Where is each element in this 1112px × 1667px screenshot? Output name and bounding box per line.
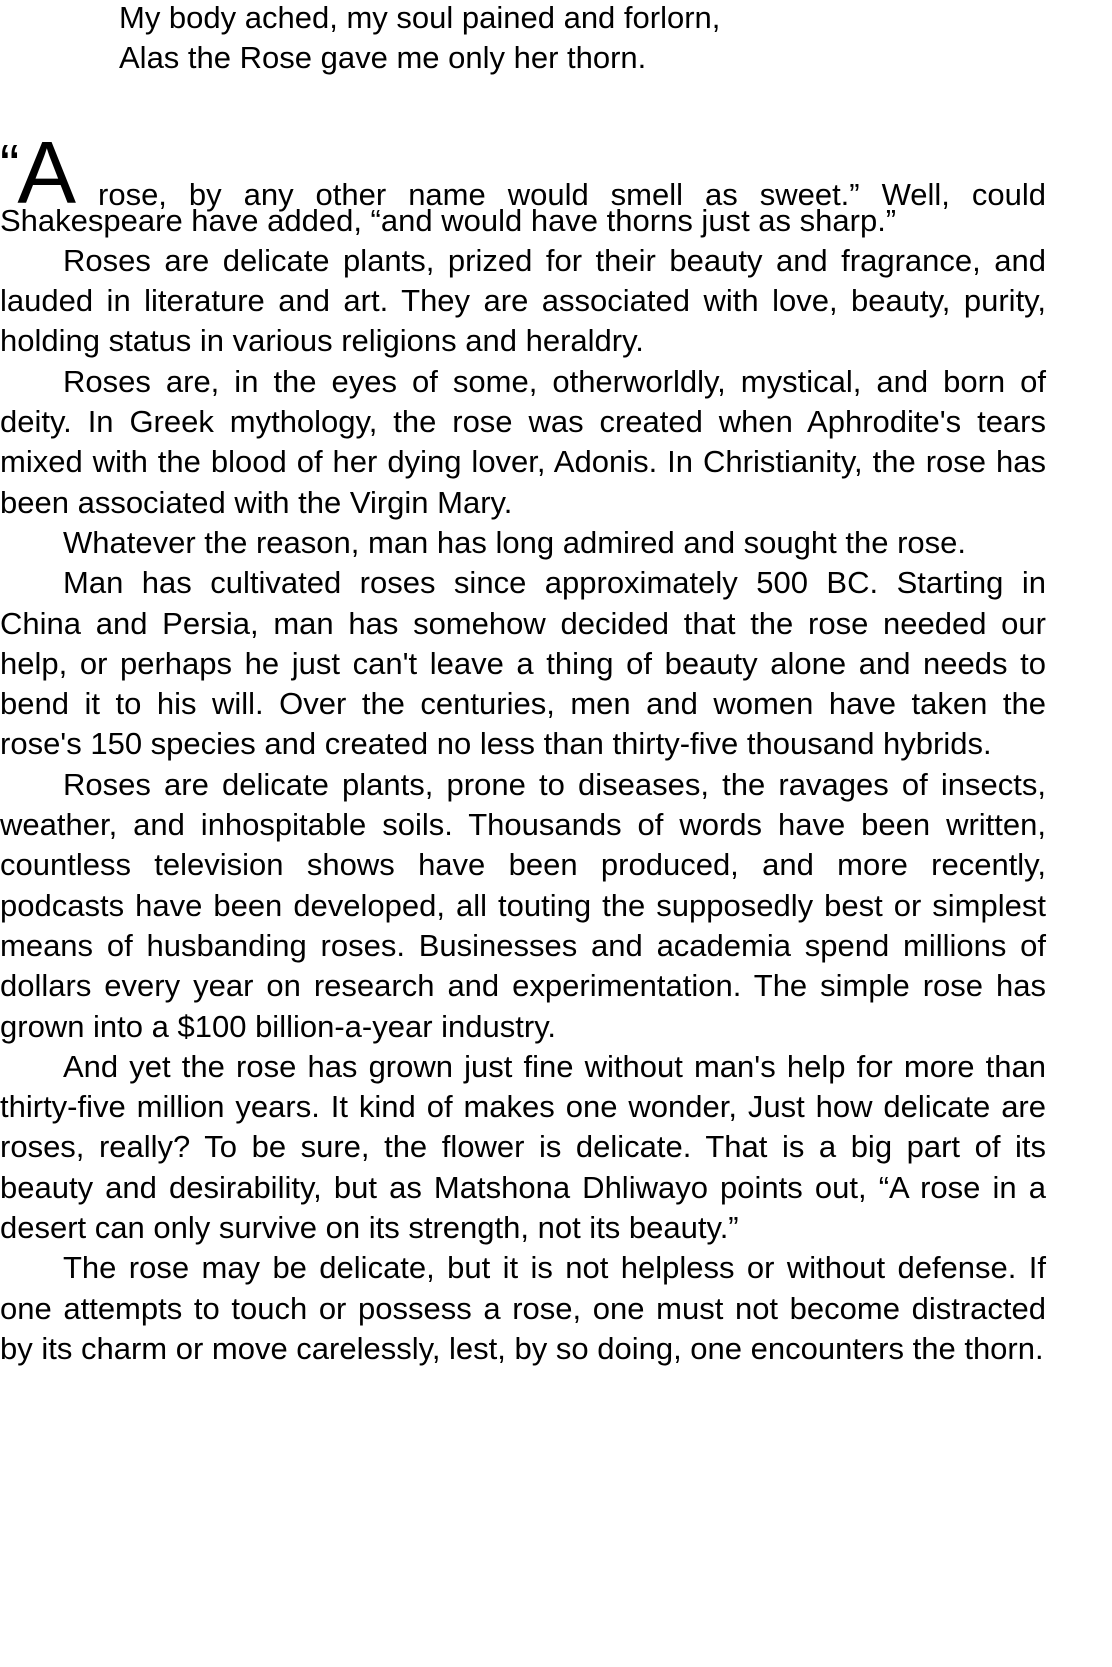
body-paragraph: The rose may be delicate, but it is not helpless or without defense. If one attempts to touch or possess a rose, one must not become distracted by its charm or move carelessly, lest, by so doing, one encounters the thorn.: [0, 1250, 1046, 1366]
body-paragraph: And yet the rose has grown just fine without man's help for more than thirty-five million years. It kind of makes one wonder, Just how delicate are roses, really? To be sure, the flower is delicate. That is a big part of its beauty and desirability, but as Matshona Dhliwayo points out, “A rose in a desert can only survive on its strength, not its beauty.”: [0, 1048, 1046, 1246]
opening-paragraph: [0, 122, 1046, 241]
opening-continuation: Shakespeare have added, “and would have thorns just as sharp.”: [0, 202, 897, 238]
body-paragraph: Roses are, in the eyes of some, otherworldly, mystical, and born of deity. In Greek mythology, the rose was created when Aphrodite's tears mixed with the blood of her dying lover, Adonis. In Christianity, the rose has been associated with the Virgin Mary.: [0, 363, 1046, 520]
body-paragraph: Roses are delicate plants, prized for their beauty and fragrance, and lauded in literature and art. They are associated with love, beauty, purity, holding status in various religions and heraldry.: [0, 242, 1046, 359]
epigraph-line: My body ached, my soul pained and forlorn,: [119, 0, 721, 35]
opening-first-line-text: rose, by any other name would smell as sweet.” Well, could: [76, 176, 1046, 212]
body-paragraph: Whatever the reason, man has long admired and sought the rose.: [63, 524, 966, 560]
epigraph: [0, 0, 1046, 79]
body-paragraph: Roses are delicate plants, prone to diseases, the ravages of insects, weather, and inhospitable soils. Thousands of words have been written, countless television shows have been produced, and more recently, podcasts have been developed, all touting the supposedly best or simplest means of husbanding roses. Businesses and academia spend millions of dollars every year on research and experimentation. The simple rose has grown into a $100 billion-a-year industry.: [0, 766, 1046, 1044]
opening-quote-mark: “: [0, 132, 20, 198]
drop-cap-letter: A: [17, 122, 77, 222]
body-paragraph: Man has cultivated roses since approximately 500 BC. Starting in China and Persia, man has somehow decided that the rose needed our help, or perhaps he just can't leave a thing of beauty alone and needs to bend it to his will. Over the centuries, men and women have taken the rose's 150 species and created no less than thirty-five thousand hybrids.: [0, 565, 1046, 762]
epigraph-line: Alas the Rose gave me only her thorn.: [119, 40, 647, 76]
